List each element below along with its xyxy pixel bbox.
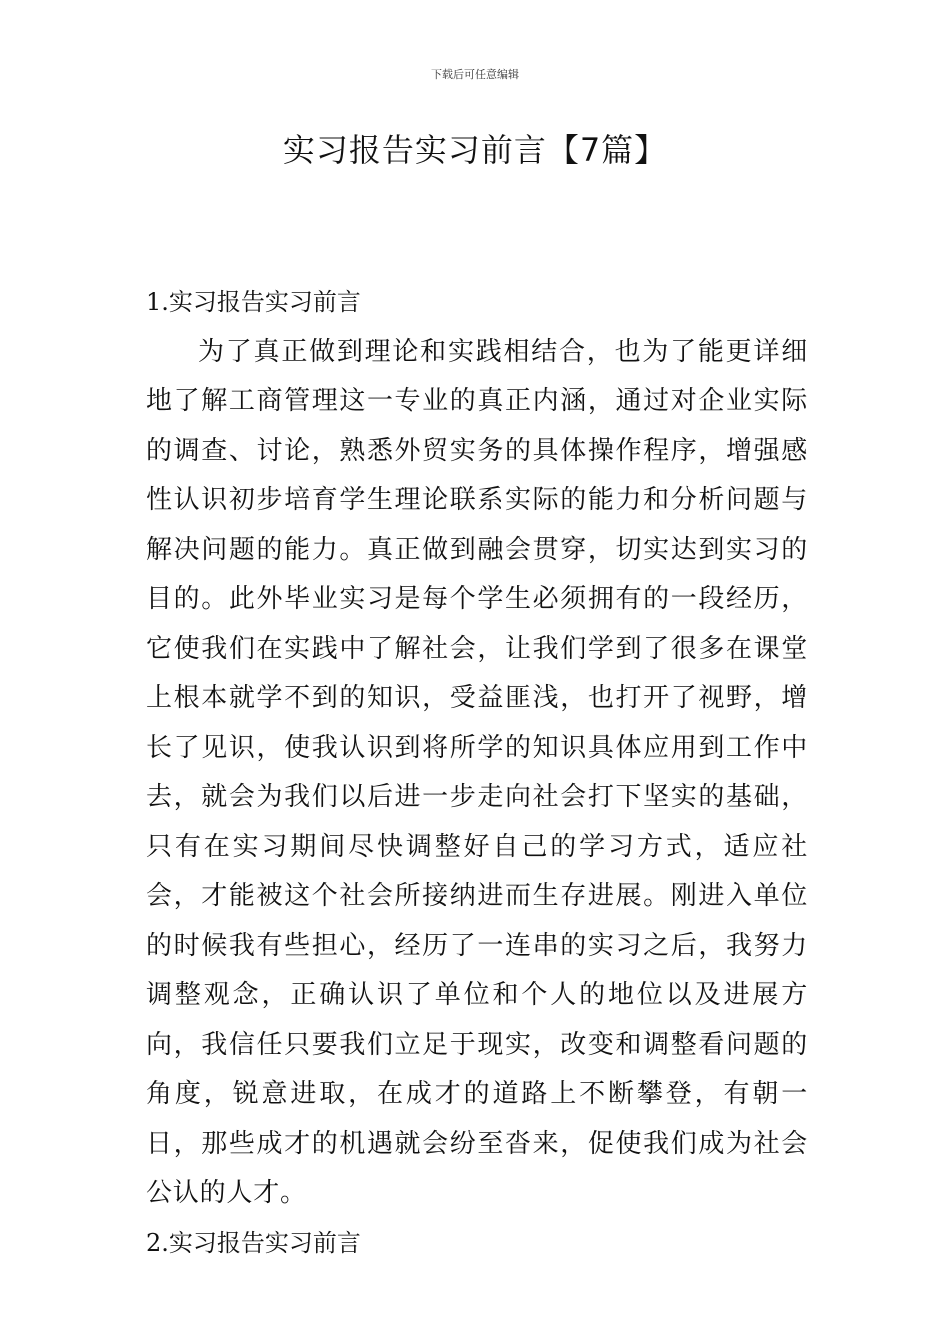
section-heading-2: 2.实习报告实习前言 xyxy=(146,1228,361,1257)
document-body xyxy=(146,278,808,1268)
header-note: 下载后可任意编辑 xyxy=(431,68,519,81)
section-heading-1: 1.实习报告实习前言 xyxy=(146,288,361,316)
document-title: 实习报告实习前言【7篇】 xyxy=(282,131,668,169)
section-paragraph-1: 为了真正做到理论和实践相结合，也为了能更详细地了解工商管理这一专业的真正内涵，通过对企业实际的调查、讨论，熟悉外贸实务的具体操作程序，增强感性认识初步培育学生理论联系实际的能力和分析问题与解决问题的能力。真正做到融会贯穿，切实达到实习的目的。此外毕业实习是每个学生必须拥有的一段经历，它使我们在实践中了解社会，让我们学到了很多在课堂上根本就学不到的知识，受益匪浅，也打开了视野，增长了见识，使我认识到将所学的知识具体应用到工作中去，就会为我们以后进一步走向社会打下坚实的基础，只有在实习期间尽快调整好自己的学习方式，适应社会，才能被这个社会所接纳进而生存进展。刚进入单位的时候我有些担心，经历了一连串的实习之后，我努力调整观念，正确认识了单位和个人的地位以及进展方向，我信任只要我们立足于现实，改变和调整看问题的角度，锐意进取，在成才的道路上不断攀登，有朝一日，那些成才的机遇就会纷至沓来，促使我们成为社会公认的人才。 xyxy=(146,336,808,1208)
